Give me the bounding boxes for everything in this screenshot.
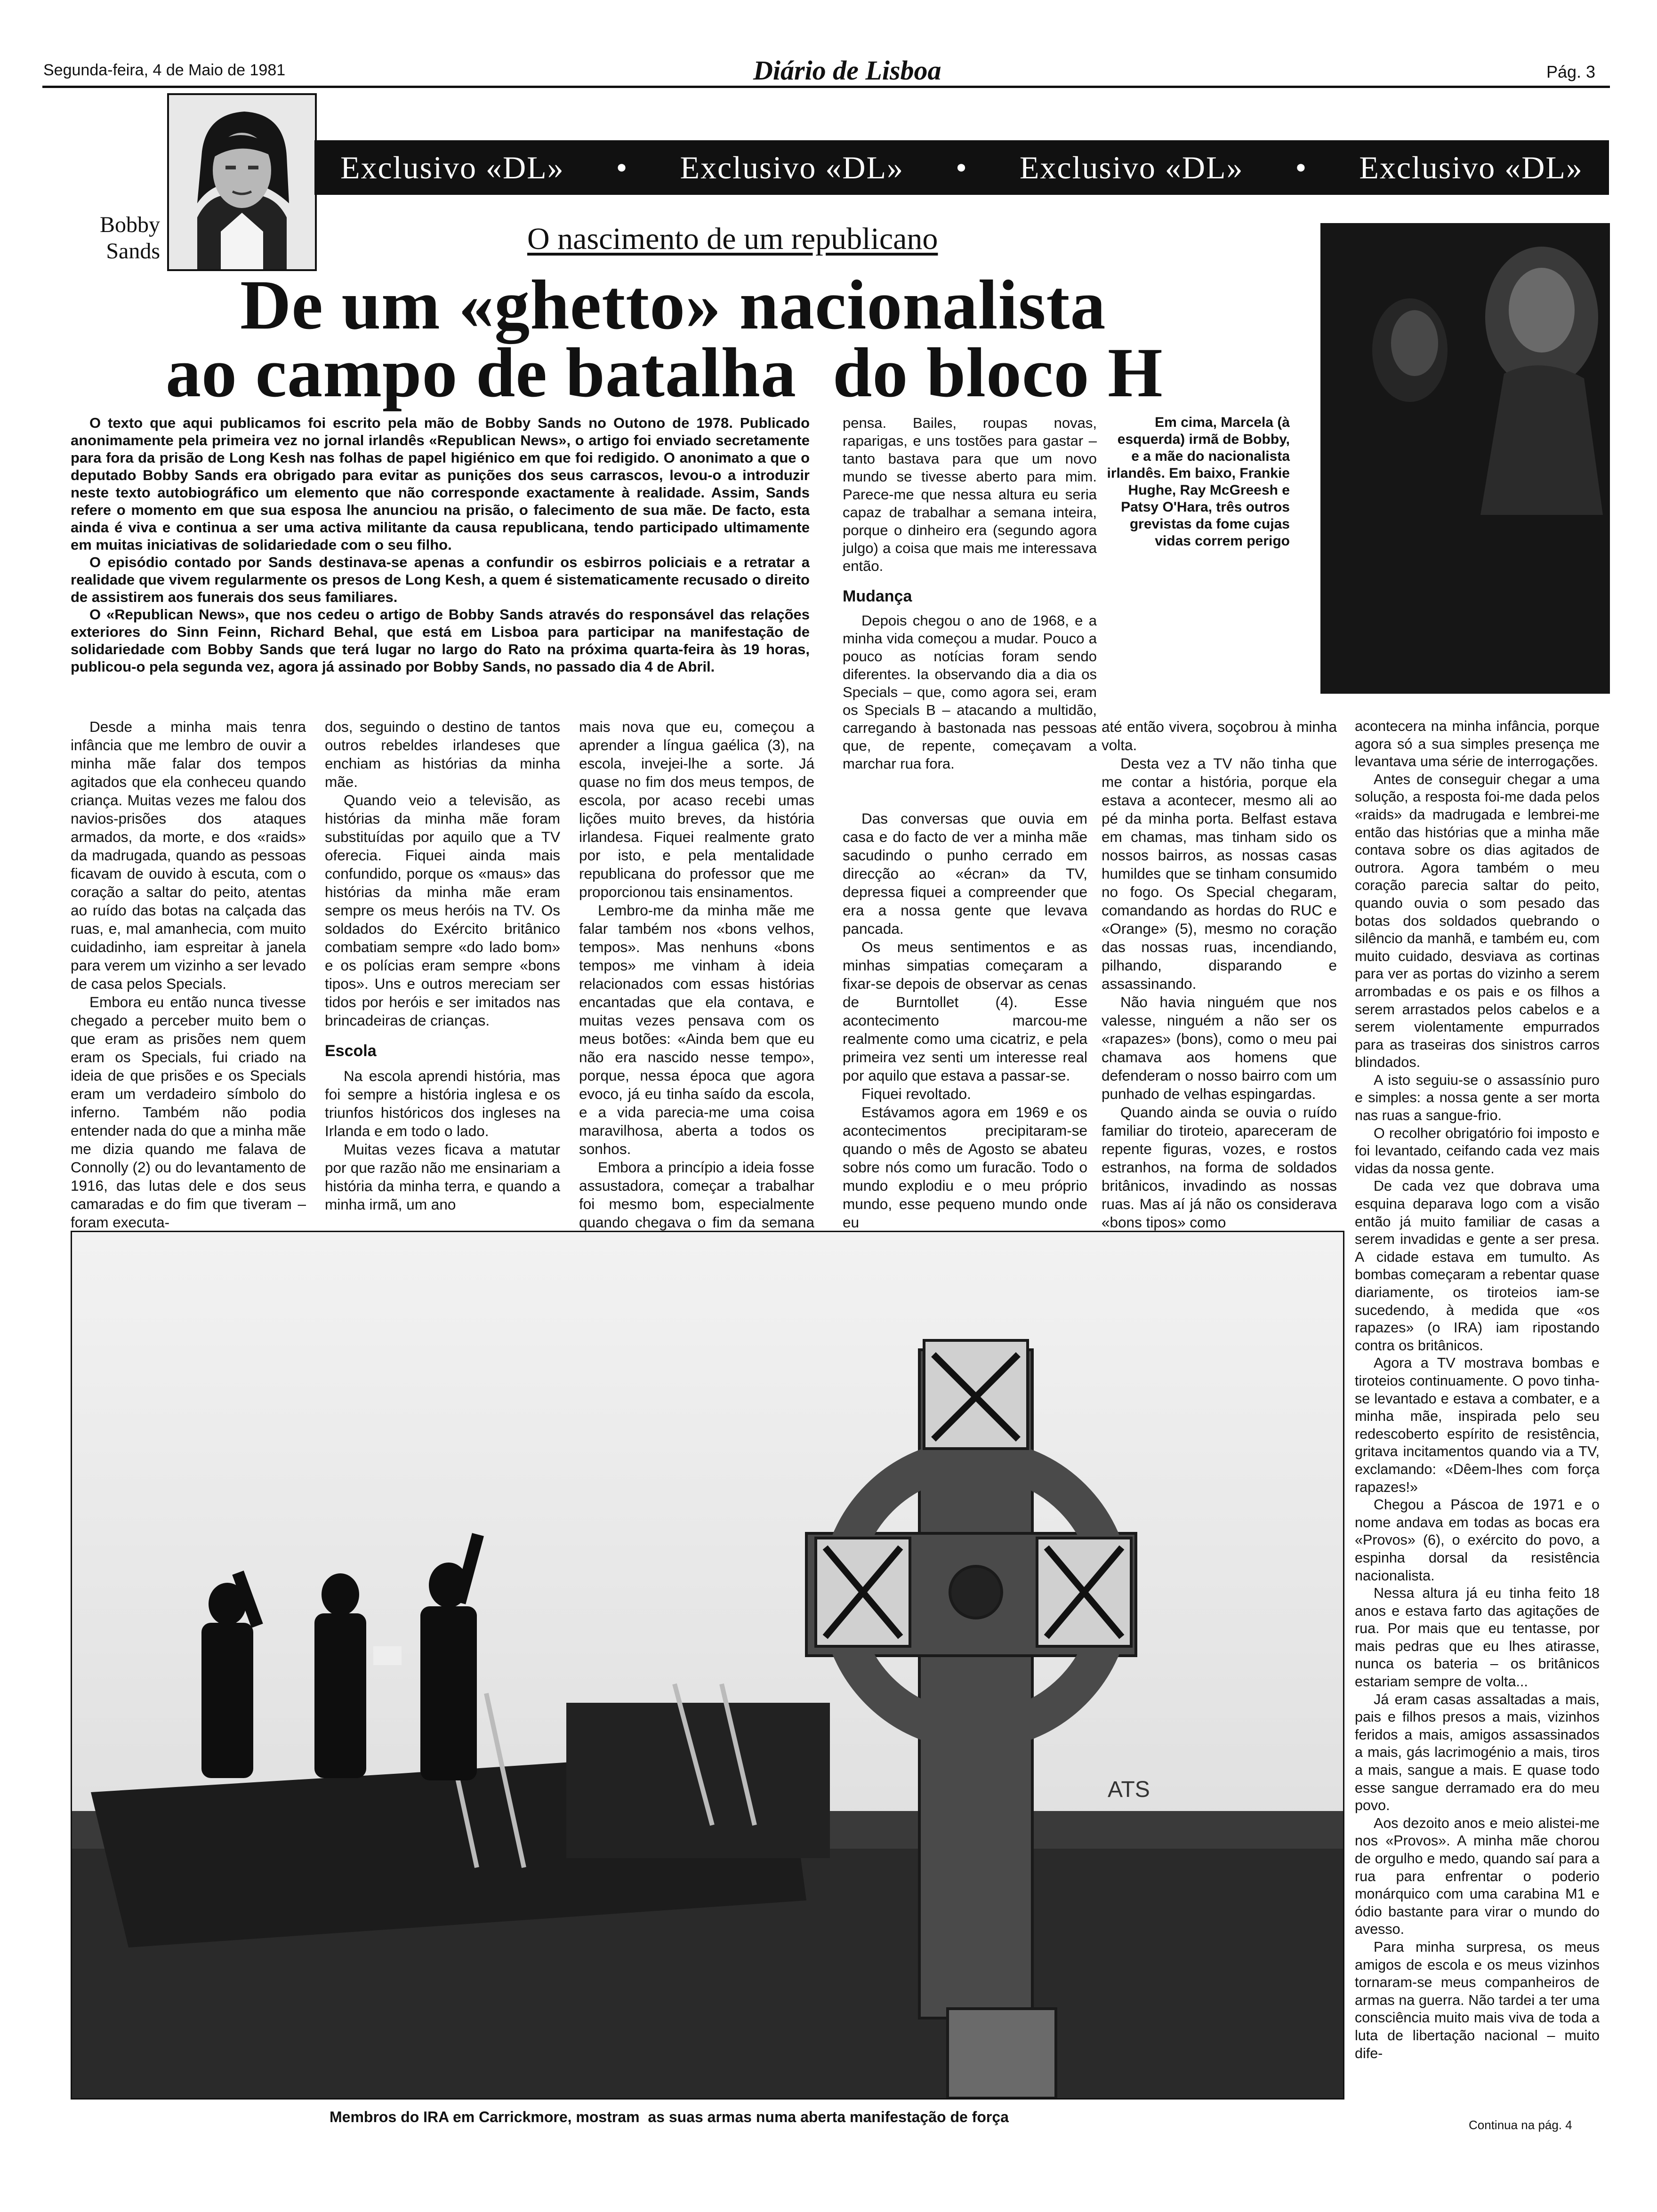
page-number: Pág. 3 bbox=[1546, 62, 1596, 81]
column-paragraph: Das conversas que ouvia em casa e do facto de ver a minha mãe sacudindo o punho cerrado em direcção ao «écran» da TV, depressa fiquei a compreender que era a nossa gente que levava pancada. bbox=[843, 810, 1087, 937]
column-paragraph: mais nova que eu, começou a aprender a língua gaélica (3), na escola, invejei-lhe a sorte. Já quase no fim dos meus tempos, de escola, por acaso recebi umas lições muito breves, da história irlandesa. Fiquei realmente grato por isto, e pela mentalidade republicana do professor que me proporcionou tais ensinamentos. bbox=[579, 718, 814, 900]
portrait-caption-line2: Sands bbox=[106, 239, 160, 264]
column-paragraph: Aos dezoito anos e meio alistei-me nos «Provos». A minha mãe chorou de orgulho e medo, quando saí para a rua para enfrentar o poderio monárquico com uma carabina M1 e ódio bastante para virar o mundo do avesso. bbox=[1355, 1815, 1600, 1938]
portrait-caption bbox=[85, 212, 160, 264]
portrait-image bbox=[169, 95, 315, 269]
headline-line2: ao campo de batalha do bloco H bbox=[166, 334, 1163, 412]
article-intro bbox=[71, 414, 810, 675]
header-rule bbox=[42, 86, 1610, 88]
column-6 bbox=[1355, 718, 1600, 2062]
column-paragraph: Para minha surpresa, os meus amigos de escola e os meus vizinhos tornaram-se meus companheiros de armas na guerra. Não tardei a ter uma consciência muito mais viva de toda a luta de libertação nacional – muito dife- bbox=[1355, 1939, 1600, 2061]
intro-paragraph: O episódio contado por Sands destinava-se apenas a confundir os esbirros policiais e a retratar a realidade que vivem regularmente os presos de Long Kesh, a quem é sistematicamente recusado o direito de assistirem aos funerais dos seus familiares. bbox=[71, 554, 810, 605]
bobby-sands-portrait bbox=[167, 93, 317, 271]
column-paragraph: Antes de conseguir chegar a uma solução, a resposta foi-me dada pelos «raids» da madrugada e lembrei-me então das histórias que a minha mãe contava sobre os dias agitados de outrora. Agora também o meu coração parecia saltar do peito, quando ouvia o som pesado das botas dos soldados quebrando o silêncio da manhã, e também eu, com muito cuidado, desviava as cortinas para ver as portas do vizinho a serem arrombadas e os pais e os filhos a serem arrastados pelos cabelos e a serem violentamente empurrados para as traseiras dos sinistros carros blindados. bbox=[1355, 771, 1600, 1071]
column-paragraph: Agora a TV mostrava bombas e tiroteios continuamente. O povo tinha-se levantado e estava a combater, e a minha mãe, inspirada pelo seu redescoberto espírito de resistência, gritava incitamentos quando via a TV, exclamando: «Dêem-lhes com força rapazes!» bbox=[1355, 1355, 1600, 1495]
ira-photo bbox=[71, 1231, 1344, 2100]
family-photo-image bbox=[1320, 223, 1610, 694]
column-paragraph: De cada vez que dobrava uma esquina deparava logo com a visão então já muito familiar de casas a serem invadidas e gente a ser presa. A cidade estava em tumulto. As bombas começaram a rebentar quase diariamente, os tiroteios iam-se sucedendo, à medida que «os rapazes» (o IRA) iam ripostando contra os britânicos. bbox=[1355, 1178, 1600, 1354]
column-4 bbox=[843, 809, 1087, 1232]
column-paragraph: A isto seguiu-se o assassínio puro e simples: a nossa gente a ser morta nas ruas a sangue-frio. bbox=[1355, 1072, 1600, 1124]
photo-graffiti: ATS bbox=[1108, 1777, 1150, 1802]
kicker: O nascimento de um republicano bbox=[527, 222, 938, 256]
upper-paragraph: pensa. Bailes, roupas novas, raparigas, e uns tostões para gastar – tanto bastava para que um novo mundo se tivesse aberto para mim. Parece-me que nessa altura eu seria capaz de trabalhar a semana inteira, porque o dinheiro era (segundo agora julgo) a coisa que mais me interessava então. bbox=[843, 415, 1097, 574]
banner-item: Exclusivo «DL» bbox=[340, 149, 564, 185]
column-1 bbox=[71, 718, 306, 1232]
column-paragraph: Quando ainda se ouvia o ruído familiar do tiroteio, apareceram de repente figuras, vozes, e rostos estranhos, na forma de soldados britânicos, invadindo as nossas ruas. Mas aí já não os considerava «bons tipos» como bbox=[1102, 1104, 1337, 1231]
family-photo-caption: Em cima, Marcela (à esquerda) irmã de Bobby, e a mãe do nacionalista irlandês. Em baixo, Frankie Hughe, Ray McGreesh e Patsy O'Hara, três outros grevistas da fome cujas vidas correm perigo bbox=[1107, 415, 1290, 549]
column-paragraph: Chegou a Páscoa de 1971 e o nome andava em todas as bocas era «Provos» (6), o exército do povo, a espinha dorsal da resistência nacionalista. bbox=[1355, 1497, 1600, 1584]
column-2 bbox=[325, 718, 560, 1214]
banner-bullet: • bbox=[956, 149, 968, 185]
column-paragraph: acontecera na minha infância, porque agora só a sua simples presença me levantava uma série de interrogações. bbox=[1355, 718, 1600, 770]
column-paragraph: até então vivera, soçobrou à minha volta. bbox=[1102, 718, 1337, 753]
column-paragraph: Embora a princípio a ideia fosse assustadora, começar a trabalhar foi mesmo bom, especialmente quando chegava o fim da semana bbox=[579, 1159, 814, 1231]
intro-paragraph: O «Republican News», que nos cedeu o artigo de Bobby Sands através do responsável das relações exteriores do Sinn Feinn, Richard Behal, que está em Lisboa para participar na manifestação de solidariedade com Bobby Sands que terá lugar no largo do Rato na próxima quarta-feira às 19 horas, publicou-o pela segunda vez, agora já assinado por Bobby Sands, no passado dia 4 de Abril. bbox=[71, 606, 810, 675]
column-paragraph: Muitas vezes ficava a matutar por que razão não me ensinariam a história da minha terra, e quando a minha irmã, um ano bbox=[325, 1141, 560, 1213]
column-paragraph: Desta vez a TV não tinha que me contar a história, porque ela estava a acontecer, mesmo ali ao pé da minha porta. Belfast estava em chamas, mas tinham sido os nossos bairros, as nossas casas humildes que se tinham consumido no fogo. Os Special chegaram, comandando as hordas do RUC e «Orange» (5), mesmo no coração das nossas ruas, incendiando, pilhando, disparando e assassinando. bbox=[1102, 755, 1337, 992]
headline-line1: De um «ghetto» nacionalista bbox=[240, 266, 1106, 344]
column-paragraph: Lembro-me da minha mãe me falar também nos «bons velhos, tempos». Mas nenhuns «bons tempos» me vinham à ideia relacionados com essas histórias encantadas que ela contava, e muitas vezes pensava com os meus botões: «Ainda bem que eu não era nascido nesse tempo», porque, nessa época que agora evoco, já eu tinha saído da escola, e a vida parecia-me uma coisa maravilhosa, aberta a todos os sonhos. bbox=[579, 902, 814, 1157]
banner-bullet: • bbox=[1295, 149, 1308, 185]
continued-note: Continua na pág. 4 bbox=[1469, 2118, 1572, 2132]
column-paragraph: Fiquei revoltado. bbox=[861, 1085, 971, 1102]
masthead: Diário de Lisboa bbox=[753, 55, 941, 86]
column-paragraph: dos, seguindo o destino de tantos outros rebeldes irlandeses que enchiam as histórias da minha mãe. bbox=[325, 718, 560, 790]
column-paragraph: O recolher obrigatório foi imposto e foi levantado, ceifando cada vez mais vidas da nossa gente. bbox=[1355, 1125, 1600, 1177]
column-paragraph: Os meus sentimentos e as minhas simpatias começaram a fixar-se depois de observar as cenas de Burntollet (4). Esse acontecimento marcou-me realmente como uma cicatriz, e pela primeira vez senti um interesse real por aquilo que estava a passar-se. bbox=[843, 938, 1087, 1084]
column-3 bbox=[579, 718, 814, 1250]
column-paragraph: Já eram casas assaltadas a mais, pais e filhos presos a mais, vizinhos feridos a mais, amigos assassinados a mais, gás lacrimogénio a mais, tiros a mais, sangue a mais. E quase todo esse sangue derramado era do meu povo. bbox=[1355, 1691, 1600, 1814]
section-heading-mudanca: Mudança bbox=[843, 587, 912, 605]
ira-photo-image bbox=[72, 1232, 1343, 2098]
banner-item: Exclusivo «DL» bbox=[1019, 149, 1244, 185]
banner-bullet: • bbox=[616, 149, 628, 185]
column-paragraph: Desde a minha mais tenra infância que me lembro de ouvir a minha mãe falar dos tempos agitados que ela conheceu quando criança. Muitas vezes me falou dos navios-prisões dos ataques armados, da morte, e dos «raids» da madrugada, quando as pessoas ficavam de ouvido à escuta, com o coração a saltar do peito, atentas ao ruído das botas na calçada das ruas, e, mal amanhecia, com muito cuidadinho, iam espreitar à janela para verem um vizinho a ser levado de casa pelos Specials. bbox=[71, 718, 306, 992]
portrait-caption-line1: Bobby bbox=[99, 212, 160, 237]
upper-column bbox=[843, 414, 1097, 773]
upper-paragraph: Depois chegou o ano de 1968, e a minha vida começou a mudar. Pouco a pouco as notícias foram sendo diferentes. Ia observando dia a dia os Specials – que, como agora sei, eram os Specials B – atacando a multidão, carregando à bastonada nas pessoas que, de repente, começavam a marchar rua fora. bbox=[843, 612, 1097, 772]
column-paragraph: Na escola aprendi história, mas foi sempre a história inglesa e os triunfos históricos dos ingleses na Irlanda e em todo o lado. bbox=[325, 1067, 560, 1139]
section-heading-escola: Escola bbox=[325, 1042, 377, 1060]
intro-paragraph: O texto que aqui publicamos foi escrito pela mão de Bobby Sands no Outono de 1978. Publicado anonimamente pela primeira vez no jornal irlandês «Republican News», o artigo foi enviado secretamente para fora da prisão de Long Kesh nas folhas de papel higiénico em que foi redigido. O anonimato a que o deputado Bobby Sands era obrigado para evitar as punições dos seus carrascos, levou-o a introduzir neste texto autobiográfico um elemento que não corresponde exactamente à realidade. Assim, Sands refere o momento em que sua esposa lhe anunciou na prisão, o falecimento de sua mãe. De facto, esta ainda é viva e continua a ser uma activa militante da causa republicana, tendo participado ultimamente em muitas iniciativas de solidariedade com o seu filho. bbox=[71, 415, 810, 553]
column-paragraph: Quando veio a televisão, as histórias da minha mãe foram substituídas por aquilo que a TV oferecia. Fiquei ainda mais confundido, porque os «maus» das histórias da minha mãe eram sempre os meus heróis na TV. Os soldados do Exército britânico combatiam sempre «do lado bom» e os polícias eram sempre «bons tipos». Uns e outros mereciam ser tidos por heróis e ser imitados nas brincadeiras de crianças. bbox=[325, 792, 560, 1029]
header-date: Segunda-feira, 4 de Maio de 1981 bbox=[43, 61, 286, 79]
column-paragraph: Não havia ninguém que nos valesse, ninguém a não ser os «rapazes» (bons), como o meu pai chamava aos homens que defenderam o nosso bairro com um punhado de velhas espingardas. bbox=[1102, 994, 1337, 1102]
photo-caption: Membros do IRA em Carrickmore, mostram as suas armas numa aberta manifestação de força bbox=[330, 2108, 1009, 2125]
column-paragraph: Nessa altura já eu tinha feito 18 anos e estava farto das agitações de rua. Por mais que eu tentasse, por mais pedras que eu lhes atirasse, nunca os bateria – os britânicos estariam sempre de volta... bbox=[1355, 1585, 1600, 1690]
column-paragraph: Embora eu então nunca tivesse chegado a perceber muito bem o que eram as prisões nem quem eram os Specials, fui criado na ideia de que prisões e os Specials eram um verdadeiro símbolo do inferno. Também não podia entender nada do que a minha mãe me dizia quando me falava de Connolly (2) ou do levantamento de 1916, das lutas dele e dos seus camaradas e do fim que tiveram – foram executa- bbox=[71, 994, 306, 1231]
exclusive-banner bbox=[314, 140, 1609, 195]
column-5 bbox=[1102, 718, 1337, 1232]
family-photo bbox=[1320, 223, 1610, 694]
column-paragraph: Estávamos agora em 1969 e os acontecimentos precipitaram-se quando o mês de Agosto se abateu sobre nós como um furacão. Todo o mundo explodiu e o meu próprio mundo, esse pequeno mundo onde eu bbox=[843, 1104, 1087, 1231]
banner-item: Exclusivo «DL» bbox=[1359, 149, 1583, 185]
banner-item: Exclusivo «DL» bbox=[680, 149, 904, 185]
